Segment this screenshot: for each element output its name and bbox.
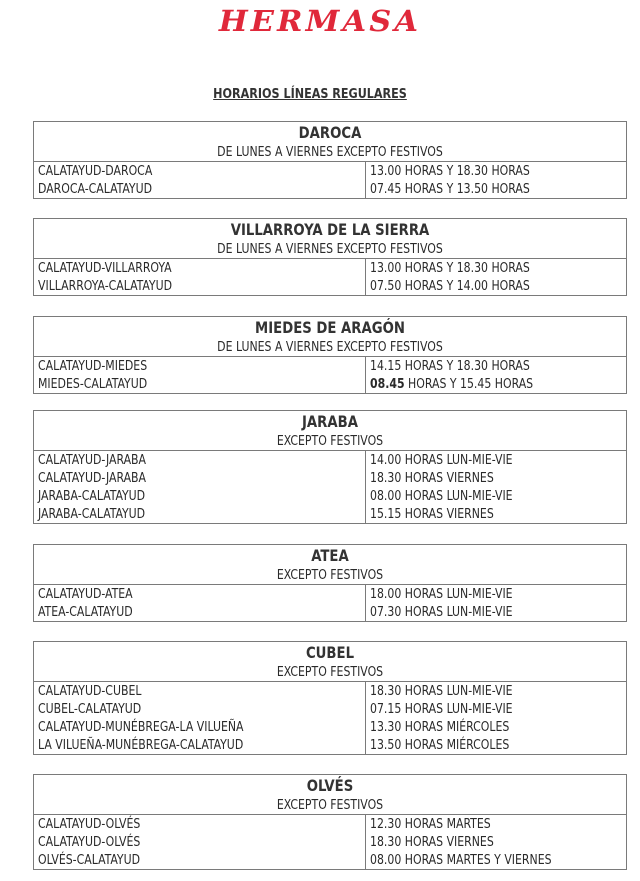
schedule-times (370, 505, 494, 523)
table-row (34, 833, 626, 851)
schedule-times (370, 718, 509, 736)
table-row (34, 815, 626, 833)
service-days: DE LUNES A VIERNES EXCEPTO FESTIVOS (217, 339, 443, 355)
schedule-times (370, 469, 494, 487)
table-row (34, 180, 626, 198)
schedule-times (370, 487, 513, 505)
schedule-time: 08.00 HORAS MARTES Y VIERNES (370, 852, 552, 868)
route-name: CUBEL-CALATAYUD (38, 701, 142, 717)
page-title: HORARIOS LÍNEAS REGULARES (213, 86, 407, 102)
route-name: JARABA-CALATAYUD (38, 488, 146, 504)
table-row (34, 718, 626, 736)
service-days: DE LUNES A VIERNES EXCEPTO FESTIVOS (217, 241, 443, 257)
table-row (34, 603, 626, 621)
schedule-times (370, 700, 513, 718)
schedule-times (370, 162, 530, 180)
route-name: MIEDES-CALATAYUD (38, 376, 148, 392)
schedule-times (370, 180, 530, 198)
schedule-time: 12.30 HORAS MARTES (370, 816, 491, 832)
table-row (34, 505, 626, 523)
schedule-table-olv-s (33, 774, 627, 870)
hermasa-logo: HERMASA (218, 4, 422, 38)
schedule-time-bold: 08.45 (370, 376, 405, 392)
service-days: EXCEPTO FESTIVOS (276, 567, 384, 583)
table-row (34, 700, 626, 718)
route-name: CALATAYUD-JARABA (38, 452, 147, 468)
schedule-times (370, 851, 552, 869)
table-row (34, 277, 626, 295)
route-name: CALATAYUD-DAROCA (38, 163, 153, 179)
table-row (34, 487, 626, 505)
schedule-time: HORAS Y 15.45 HORAS (404, 376, 534, 392)
service-days: EXCEPTO FESTIVOS (276, 797, 384, 813)
schedule-times (370, 277, 530, 295)
schedule-times (370, 815, 491, 833)
schedule-table-daroca (33, 121, 627, 199)
schedule-table-villarroya-de-la-sierra (33, 218, 627, 296)
route-name: CALATAYUD-JARABA (38, 470, 147, 486)
service-days: DE LUNES A VIERNES EXCEPTO FESTIVOS (217, 144, 443, 160)
route-name: ATEA-CALATAYUD (38, 604, 133, 620)
town-name: CUBEL (305, 643, 355, 662)
table-row (34, 375, 626, 393)
route-name: CALATAYUD-MUNÉBREGA-LA VILUEÑA (38, 719, 244, 735)
town-name: DAROCA (298, 123, 362, 142)
route-name: CALATAYUD-MIEDES (38, 358, 148, 374)
table-header (34, 411, 626, 451)
table-row (34, 357, 626, 375)
table-header (34, 775, 626, 815)
schedule-time: 13.30 HORAS MIÉRCOLES (370, 719, 510, 735)
table-row (34, 585, 626, 603)
schedule-time: 18.30 HORAS VIERNES (370, 834, 494, 850)
route-name: CALATAYUD-CUBEL (38, 683, 142, 699)
schedule-time: 13.50 HORAS MIÉRCOLES (370, 737, 510, 753)
schedule-time: 14.00 HORAS LUN-MIE-VIE (370, 452, 513, 468)
schedule-time: 08.00 HORAS LUN-MIE-VIE (370, 488, 513, 504)
route-name: JARABA-CALATAYUD (38, 506, 146, 522)
schedule-time: 13.00 HORAS Y 18.30 HORAS (370, 260, 530, 276)
town-name: VILLARROYA DE LA SIERRA (230, 220, 430, 239)
route-name: LA VILUEÑA-MUNÉBREGA-CALATAYUD (38, 737, 244, 753)
schedule-table-jaraba (33, 410, 627, 524)
schedule-times (370, 736, 509, 754)
route-name: CALATAYUD-ATEA (38, 586, 133, 602)
schedule-times (370, 375, 533, 393)
schedule-times (370, 833, 494, 851)
schedule-table-cubel (33, 641, 627, 755)
schedule-times (370, 603, 513, 621)
route-name: OLVÉS-CALATAYUD (38, 852, 140, 868)
schedule-time: 18.30 HORAS VIERNES (370, 470, 494, 486)
service-days: EXCEPTO FESTIVOS (276, 433, 384, 449)
schedule-times (370, 259, 530, 277)
schedule-times (370, 682, 513, 700)
table-header (34, 317, 626, 357)
schedule-time: 18.00 HORAS LUN-MIE-VIE (370, 586, 513, 602)
table-row (34, 469, 626, 487)
schedule-time: 07.30 HORAS LUN-MIE-VIE (370, 604, 513, 620)
schedule-table-miedes-de-arag-n (33, 316, 627, 394)
table-row (34, 162, 626, 180)
route-name: CALATAYUD-OLVÉS (38, 834, 141, 850)
town-name: ATEA (311, 546, 349, 565)
table-header (34, 642, 626, 682)
town-name: MIEDES DE ARAGÓN (255, 318, 405, 337)
schedule-times (370, 357, 530, 375)
route-name: VILLARROYA-CALATAYUD (38, 278, 173, 294)
route-name: CALATAYUD-VILLARROYA (38, 260, 172, 276)
schedule-times (370, 585, 513, 603)
table-header (34, 545, 626, 585)
schedule-times (370, 451, 513, 469)
schedule-time: 13.00 HORAS Y 18.30 HORAS (370, 163, 530, 179)
table-header (34, 219, 626, 259)
schedule-time: 07.45 HORAS Y 13.50 HORAS (370, 181, 530, 197)
route-name: DAROCA-CALATAYUD (38, 181, 153, 197)
schedule-time: 14.15 HORAS Y 18.30 HORAS (370, 358, 530, 374)
town-name: OLVÉS (306, 776, 354, 795)
schedule-time: 15.15 HORAS VIERNES (370, 506, 494, 522)
table-row (34, 851, 626, 869)
schedule-time: 18.30 HORAS LUN-MIE-VIE (370, 683, 513, 699)
schedule-table-atea (33, 544, 627, 622)
table-header (34, 122, 626, 162)
table-row (34, 451, 626, 469)
table-row (34, 682, 626, 700)
table-row (34, 736, 626, 754)
table-row (34, 259, 626, 277)
schedule-time: 07.50 HORAS Y 14.00 HORAS (370, 278, 530, 294)
route-name: CALATAYUD-OLVÉS (38, 816, 141, 832)
town-name: JARABA (302, 412, 358, 431)
schedule-time: 07.15 HORAS LUN-MIE-VIE (370, 701, 513, 717)
service-days: EXCEPTO FESTIVOS (276, 664, 384, 680)
